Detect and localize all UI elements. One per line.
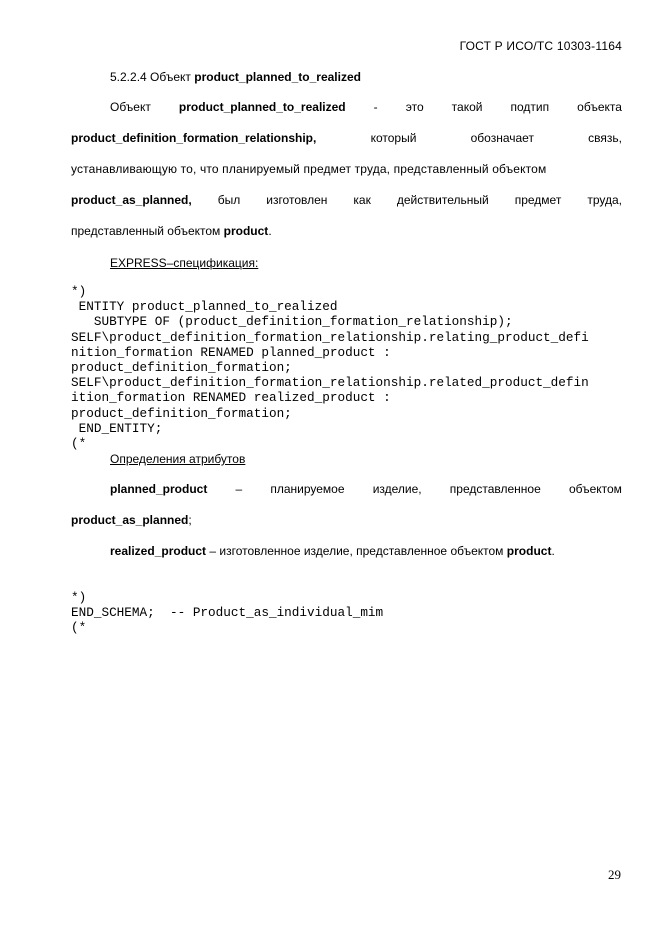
desc-word: объекта — [577, 100, 622, 114]
desc-word: был — [217, 193, 241, 207]
attribute-planned-line-2 — [71, 513, 192, 527]
attribute-name: realized_product — [110, 544, 207, 558]
attribute-name: planned_product — [110, 482, 208, 496]
description-line-4 — [71, 193, 622, 207]
description-line-1 — [110, 100, 622, 114]
desc-text: представленный объектом — [71, 224, 224, 238]
description-line-2 — [71, 131, 622, 145]
attribute-realized — [110, 544, 555, 558]
attr-word: изделие, — [372, 482, 422, 496]
desc-word: изготовлен — [266, 193, 328, 207]
document-header: ГОСТ Р ИСО/ТС 10303-1164 — [459, 39, 622, 53]
section-entity-name: product_planned_to_realized — [194, 70, 361, 84]
desc-word: связь, — [588, 131, 622, 145]
express-code-block: *) ENTITY product_planned_to_realized SUBTYPE OF (product_definition_formation_relationship); SELF\product_definition_formation_relationship.relating_product_defi nition_formation RENAMED planned_product : product_definition_formation; SELF\product_definition_formation_relationship.related_product_defin ition_formation RENAMED realized_product : product_definition_formation; END_ENTITY; (* — [71, 284, 589, 452]
desc-entity: product_as_planned, — [71, 193, 192, 207]
desc-word: - — [373, 100, 378, 114]
express-specification-label: EXPRESS–спецификация: — [110, 256, 259, 270]
desc-supertype: product_definition_formation_relationship, — [71, 131, 317, 145]
section-word: Объект — [150, 70, 191, 84]
section-heading — [110, 70, 361, 84]
attribute-definitions-heading: Определения атрибутов — [110, 452, 246, 466]
desc-word: который — [370, 131, 417, 145]
desc-punct: . — [268, 224, 272, 238]
attr-punct: . — [551, 544, 555, 558]
desc-entity: product — [223, 224, 269, 238]
attr-word: планируемое — [270, 482, 345, 496]
attribute-planned-line-1 — [110, 482, 622, 496]
desc-word: такой — [451, 100, 483, 114]
end-schema-code-block: *) END_SCHEMA; -- Product_as_individual_mim (* — [71, 590, 384, 636]
desc-word: действительный — [396, 193, 489, 207]
section-number: 5.2.2.4 — [110, 70, 147, 84]
attr-word: представленное — [449, 482, 541, 496]
attr-word: объектом — [568, 482, 622, 496]
desc-word: предмет — [514, 193, 562, 207]
page-number: 29 — [608, 867, 621, 882]
desc-entity: product_planned_to_realized — [178, 100, 346, 114]
attr-dash: – — [235, 482, 243, 496]
desc-word: как — [353, 193, 371, 207]
attr-text: – изготовленное изделие, представленное объектом — [206, 544, 507, 558]
desc-word: обозначает — [470, 131, 534, 145]
desc-word: это — [405, 100, 424, 114]
desc-word: Объект — [110, 100, 151, 114]
attr-entity: product — [506, 544, 552, 558]
desc-word: труда, — [587, 193, 622, 207]
attr-entity: product_as_planned — [71, 513, 189, 527]
description-line-3: устанавливающую то, что планируемый предмет труда, представленный объектом — [71, 162, 547, 176]
description-line-5 — [71, 224, 272, 238]
desc-word: подтип — [510, 100, 550, 114]
attr-punct: ; — [188, 513, 192, 527]
